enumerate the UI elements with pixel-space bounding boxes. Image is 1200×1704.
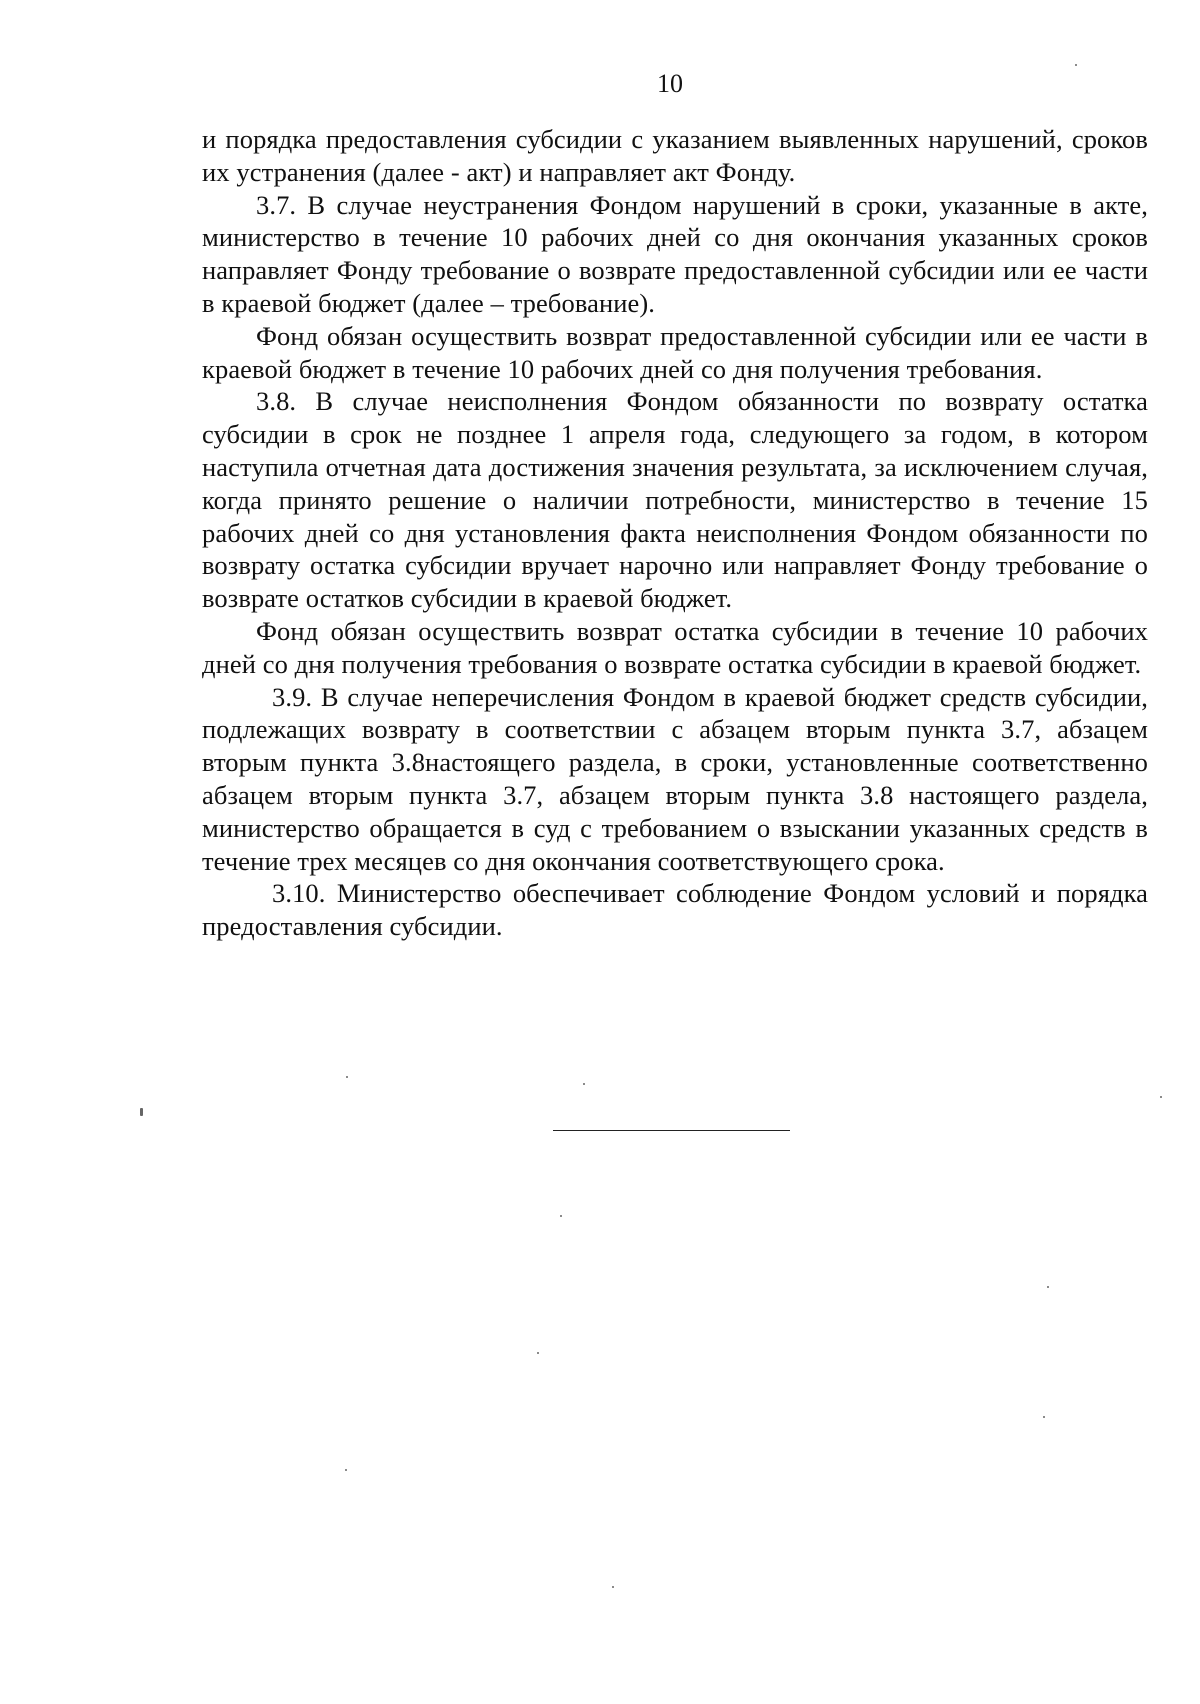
paragraph-3-10: 3.10. Министерство обеспечивает соблюдение Фондом условий и порядка предоставления субсидии. (202, 878, 1148, 942)
scan-speck (140, 1108, 143, 1116)
paragraph-continuation: и порядка предоставления субсидии с указанием выявленных нарушений, сроков их устранения (далее - акт) и направляет акт Фонду. (202, 124, 1148, 187)
scan-speck (537, 1352, 539, 1354)
scan-speck (1075, 64, 1077, 66)
paragraph-3-7: 3.7. В случае неустранения Фондом нарушений в сроки, указанные в акте, министерство в течение 10 рабочих дней со дня окончания указанных сроков направляет Фонду требование о возврате предоставленной субсидии или ее части в краевой бюджет (далее – требование). (202, 189, 1148, 318)
document-body (202, 123, 1148, 943)
page-number: 10 (657, 69, 683, 98)
scan-speck (1047, 1286, 1049, 1288)
paragraph-3-7-second: Фонд обязан осуществить возврат предоставленной субсидии или ее части в краевой бюджет в течение 10 рабочих дней со дня получения требования. (202, 320, 1148, 384)
scan-speck (1160, 1096, 1162, 1098)
scan-speck (346, 1076, 348, 1078)
scan-speck (345, 1469, 347, 1471)
paragraph-3-9: 3.9. В случае неперечисления Фондом в краевой бюджет средств субсидии, подлежащих возврату в соответствии с абзацем вторым пункта 3.7, абзацем вторым пункта 3.8настоящего раздела, в сроки, установленные соответственно абзацем вторым пункта 3.7, абзацем вторым пункта 3.8 настоящего раздела, министерство обращается в суд с требованием о взыскании указанных средств в течение трех месяцев со дня окончания соответствующего срока. (202, 681, 1148, 876)
paragraph-3-8: 3.8. В случае неисполнения Фондом обязанности по возврату остатка субсидии в срок не позднее 1 апреля года, следующего за годом, в котором наступила отчетная дата достижения значения результата, за исключением случая, когда принято решение о наличии потребности, министерство в течение 15 рабочих дней со дня установления факта неисполнения Фондом обязанности по возврату остатка субсидии вручает нарочно или направляет Фонду требование о возврате остатков субсидии в краевой бюджет. (202, 386, 1148, 614)
scan-speck (583, 1083, 585, 1085)
scan-speck (1043, 1416, 1045, 1418)
scan-speck (560, 1215, 562, 1217)
closing-divider (553, 1130, 790, 1131)
paragraph-3-8-second: Фонд обязан осуществить возврат остатка субсидии в течение 10 рабочих дней со дня получения требования о возврате остатка субсидии в краевой бюджет. (202, 615, 1148, 679)
scan-speck (612, 1586, 614, 1588)
